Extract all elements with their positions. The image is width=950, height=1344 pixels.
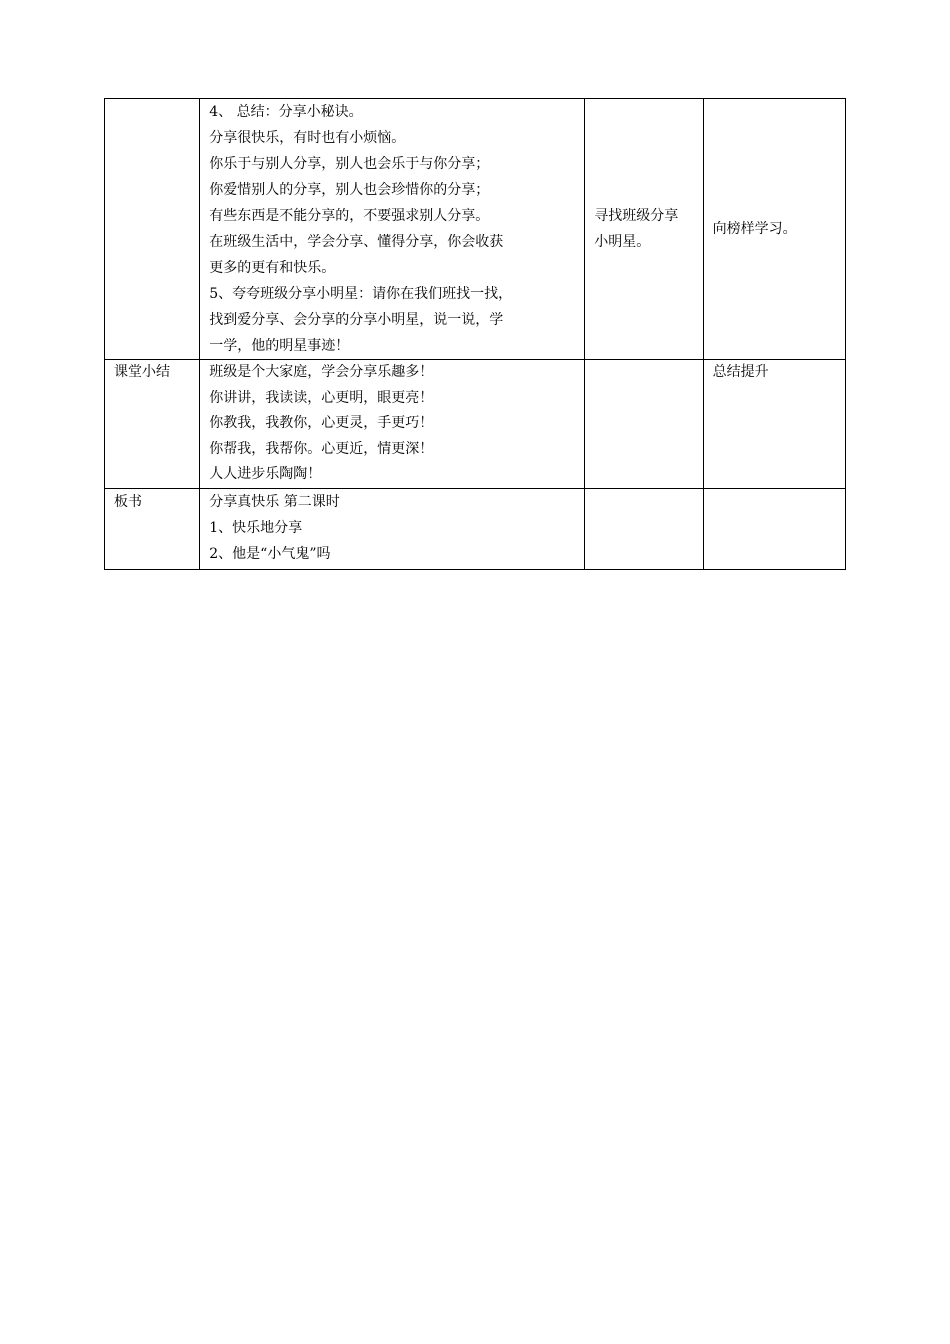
content-line: 更多的更有和快乐。 (209, 260, 336, 276)
design-intent-cell (703, 99, 845, 360)
content-line: 4、 总结：分享小秘诀。 (209, 104, 363, 120)
content-line: 你乐于与别人分享，别人也会乐于与你分享； (209, 156, 490, 172)
content-line: 5、夸夸班级分享小明星：请你在我们班找一找， (209, 286, 513, 302)
content-line: 你教我，我教你，心更灵，手更巧！ (209, 415, 434, 431)
table-row (105, 360, 846, 489)
section-label: 课堂小结 (114, 364, 170, 380)
content-line: 有些东西是不能分享的，不要强求别人分享。 (209, 208, 490, 224)
student-activity-cell (585, 489, 703, 570)
section-cell (105, 99, 200, 360)
design-intent-cell (703, 489, 845, 570)
table-row (105, 99, 846, 360)
design-intent-text: 总结提升 (712, 364, 769, 380)
student-activity-cell (585, 99, 703, 360)
content-line: 你爱惜别人的分享，别人也会珍惜你的分享； (209, 182, 490, 198)
activity-line: 小明星。 (594, 234, 651, 250)
content-line: 在班级生活中，学会分享、懂得分享，你会收获 (209, 234, 504, 250)
content-cell (200, 489, 585, 570)
activity-line: 寻找班级分享 (594, 208, 679, 224)
section-cell (105, 489, 200, 570)
design-intent-text: 向榜样学习。 (712, 221, 797, 237)
content-line: 分享真快乐 第二课时 (209, 494, 340, 510)
content-line: 2、他是“小气鬼”吗 (209, 546, 331, 562)
content-line: 一学，他的明星事迹！ (209, 338, 350, 354)
content-line: 找到爱分享、会分享的分享小明星，说一说，学 (209, 312, 504, 328)
section-label: 板书 (114, 494, 142, 510)
content-line: 分享很快乐，有时也有小烦恼。 (209, 130, 406, 146)
content-line: 班级是个大家庭，学会分享乐趣多！ (209, 364, 434, 380)
section-cell (105, 360, 200, 489)
content-line: 1、快乐地分享 (209, 520, 303, 536)
table-row (105, 489, 846, 570)
content-cell (200, 99, 585, 360)
content-line: 你帮我，我帮你。心更近，情更深！ (209, 440, 434, 457)
lesson-plan-table (104, 98, 846, 570)
content-cell (200, 360, 585, 489)
design-intent-cell (703, 360, 845, 489)
content-line: 你讲讲，我读读，心更明，眼更亮！ (209, 389, 434, 406)
content-line: 人人进步乐陶陶！ (209, 466, 322, 482)
student-activity-cell (585, 360, 703, 489)
